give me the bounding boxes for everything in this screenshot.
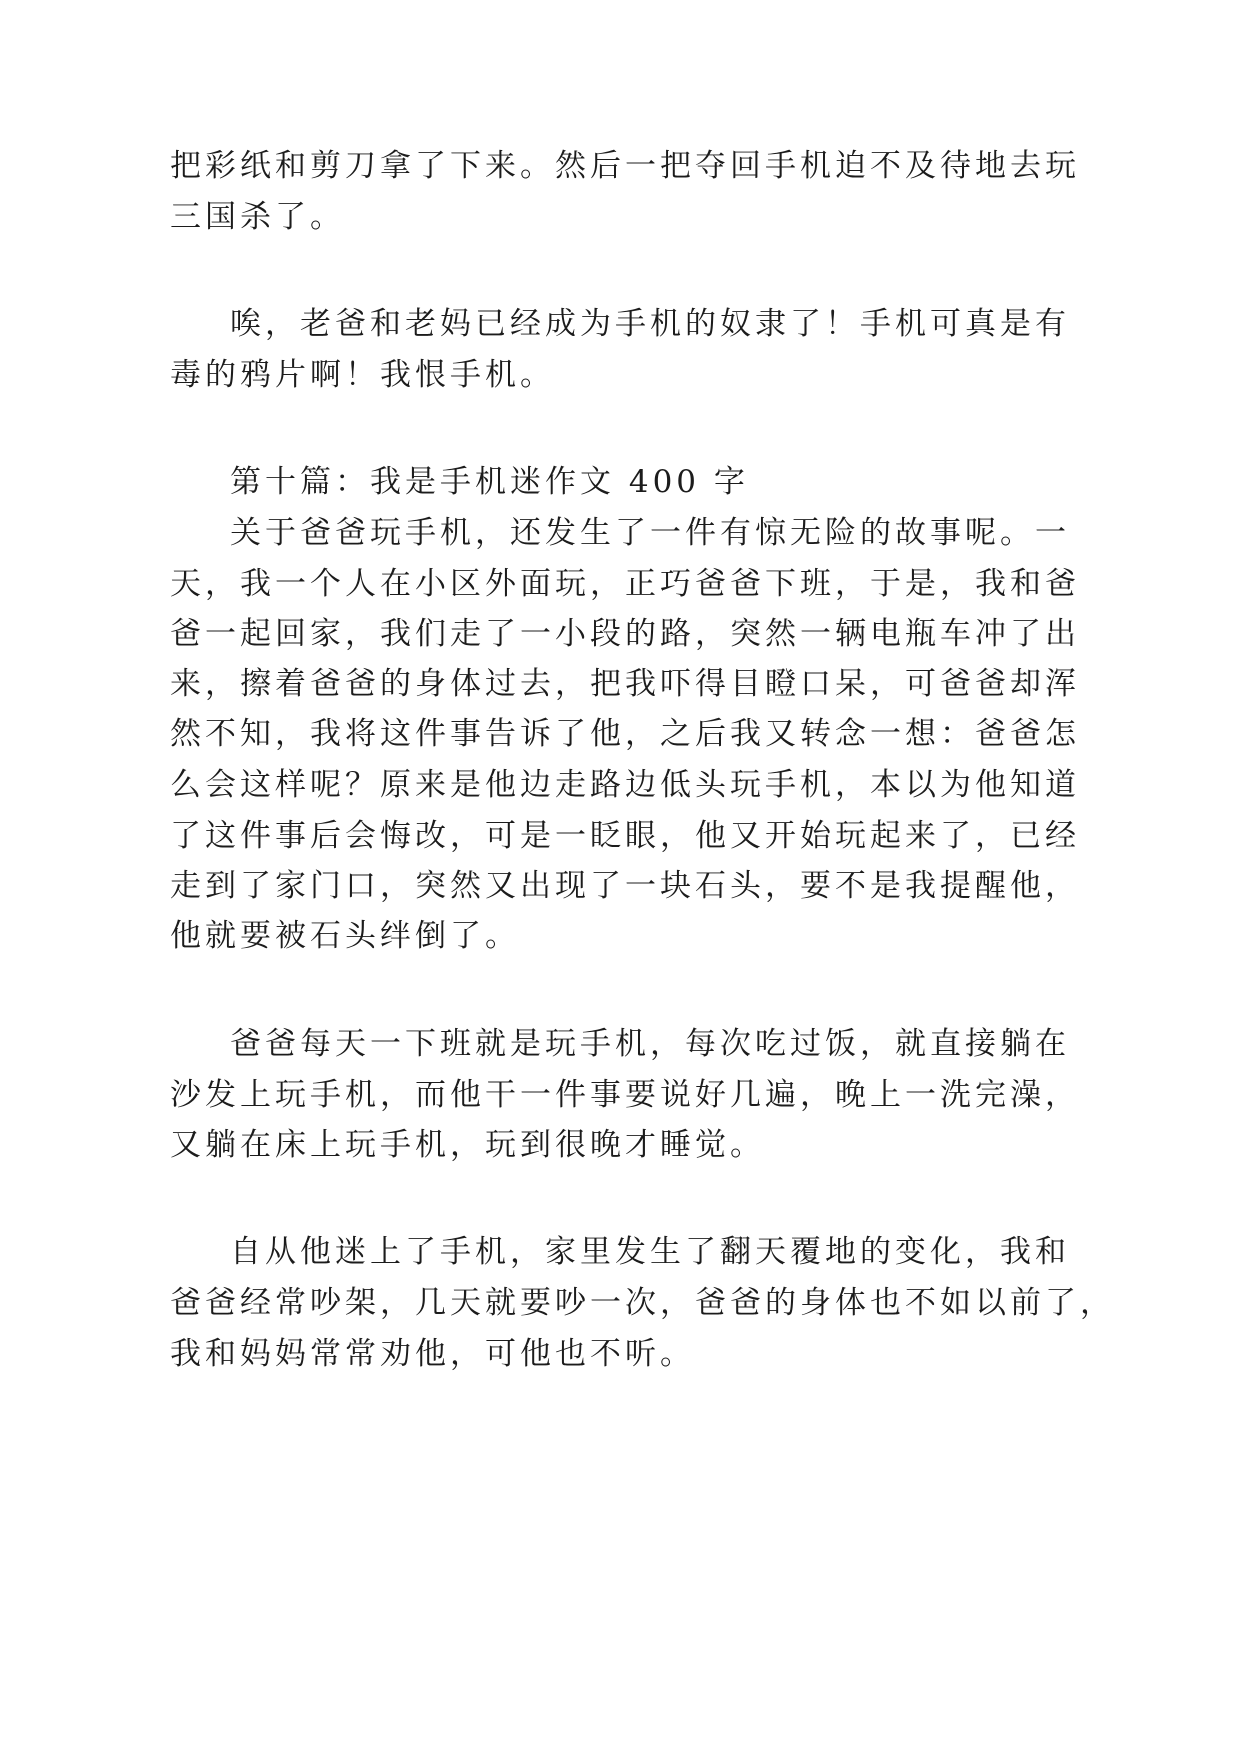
text-line: 爸一起回家，我们走了一小段的路，突然一辆电瓶车冲了出 [170,616,1080,652]
text-line: 把彩纸和剪刀拿了下来。然后一把夺回手机迫不及待地去玩 [170,148,1080,184]
text-line: 毒的鸦片啊！我恨手机。 [170,357,555,393]
text-line: 又躺在床上玩手机，玩到很晚才睡觉。 [170,1127,765,1163]
section-heading: 第十篇：我是手机迷作文 400 字 [230,464,749,500]
text-line: 爸爸经常吵架，几天就要吵一次，爸爸的身体也不如以前了， [170,1285,1115,1321]
text-line: 了这件事后会悔改，可是一眨眼，他又开始玩起来了，已经 [170,818,1080,854]
text-line: 来，擦着爸爸的身体过去，把我吓得目瞪口呆，可爸爸却浑 [170,666,1080,702]
text-line: 爸爸每天一下班就是玩手机，每次吃过饭，就直接躺在 [230,1026,1070,1062]
text-line: 天，我一个人在小区外面玩，正巧爸爸下班，于是，我和爸 [170,566,1080,602]
text-line: 走到了家门口，突然又出现了一块石头，要不是我提醒他， [170,868,1080,904]
text-line: 么会这样呢？原来是他边走路边低头玩手机，本以为他知道 [170,767,1080,803]
text-line: 他就要被石头绊倒了。 [170,918,520,954]
text-line: 沙发上玩手机，而他干一件事要说好几遍，晚上一洗完澡， [170,1077,1080,1113]
text-line: 唉，老爸和老妈已经成为手机的奴隶了！手机可真是有 [230,306,1070,342]
text-line: 我和妈妈常常劝他，可他也不听。 [170,1336,695,1372]
text-line: 然不知，我将这件事告诉了他，之后我又转念一想：爸爸怎 [170,716,1080,752]
text-line: 关于爸爸玩手机，还发生了一件有惊无险的故事呢。一 [230,515,1070,551]
text-line: 自从他迷上了手机，家里发生了翻天覆地的变化，我和 [230,1234,1070,1270]
text-line: 三国杀了。 [170,199,345,235]
